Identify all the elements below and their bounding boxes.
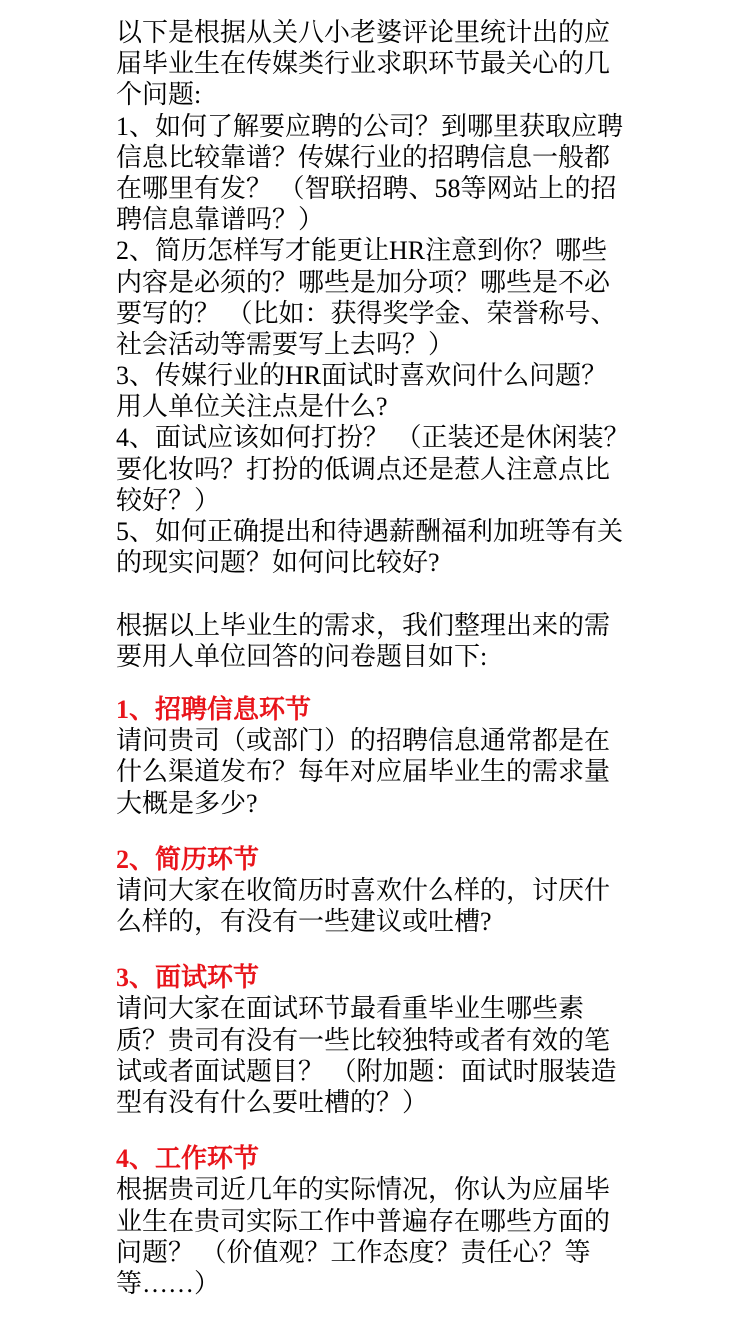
text-line: 请问大家在面试环节最看重毕业生哪些素 (116, 994, 585, 1024)
text-line: 试或者面试题目？ （附加题：面试时服装造 (116, 1056, 617, 1086)
text-line: 以下是根据从关八小老婆评论里统计出的应 (116, 18, 611, 47)
text-line: 个问题: (116, 80, 202, 110)
text-line: 根据贵司近几年的实际情况，你认为应届毕 (116, 1175, 611, 1205)
text-line: 什么渠道发布？每年对应届毕业生的需求量 (116, 757, 611, 787)
section-heading: 2、简历环节 (116, 844, 260, 874)
question-section (116, 962, 646, 1118)
text-line: 型有没有什么要吐槽的？） (116, 1088, 429, 1117)
text-line: 业生在贵司实际工作中普遍存在哪些方面的 (116, 1206, 611, 1236)
text-line: 5、如何正确提出和待遇薪酬福利加班等有关 (116, 517, 624, 546)
text-line: 要写的？ （比如：获得奖学金、荣誉称号、 (116, 298, 617, 328)
text-line: 社会活动等需要写上去吗？） (116, 329, 455, 359)
text-line: 大概是多少? (116, 788, 258, 818)
text-line: 么样的，有没有一些建议或吐槽? (116, 907, 492, 937)
text-line: 的现实问题？如何问比较好? (116, 548, 440, 578)
text-line: 1、如何了解要应聘的公司？到哪里获取应聘 (116, 111, 624, 141)
text-line: 根据以上毕业生的需求，我们整理出来的需 (116, 610, 611, 640)
text-line: 要化妆吗？打扮的低调点还是惹人注意点比 (116, 454, 611, 484)
question-section (116, 694, 646, 819)
text-line: 用人单位关注点是什么? (116, 392, 388, 422)
text-line: 在哪里有发？ （智联招聘、58等网站上的招 (116, 173, 617, 203)
intro-paragraph (116, 17, 646, 578)
question-section (116, 844, 646, 938)
question-sections (116, 694, 646, 1299)
text-line: 请问贵司（或部门）的招聘信息通常都是在 (116, 726, 611, 756)
question-section (116, 1143, 646, 1299)
summary-paragraph (116, 610, 646, 672)
text-line: 聘信息靠谱吗？） (116, 205, 325, 235)
text-line: 较好？） (116, 485, 221, 515)
section-heading: 4、工作环节 (116, 1144, 260, 1174)
text-line: 问题？ （价值观？工作态度？责任心？等 (116, 1237, 591, 1267)
document-body (116, 17, 646, 1299)
text-line: 质？贵司有没有一些比较独特或者有效的笔 (116, 1025, 611, 1055)
text-line: 等……） (116, 1268, 221, 1298)
text-line: 内容是必须的？哪些是加分项？哪些是不必 (116, 267, 611, 297)
text-line: 请问大家在收简历时喜欢什么样的，讨厌什 (116, 875, 611, 905)
blank-line (116, 578, 646, 609)
section-heading: 3、面试环节 (116, 963, 260, 993)
text-line: 4、面试应该如何打扮？ （正装还是休闲装？ (116, 423, 630, 453)
text-line: 信息比较靠谱？传媒行业的招聘信息一般都 (116, 142, 611, 172)
text-line: 要用人单位回答的问卷题目如下: (116, 641, 488, 671)
text-line: 3、传媒行业的HR面试时喜欢问什么问题？ (116, 361, 608, 391)
text-line: 2、简历怎样写才能更让HR注意到你？哪些 (116, 236, 608, 266)
section-heading: 1、招聘信息环节 (116, 694, 312, 724)
text-line: 届毕业生在传媒类行业求职环节最关心的几 (116, 49, 611, 79)
